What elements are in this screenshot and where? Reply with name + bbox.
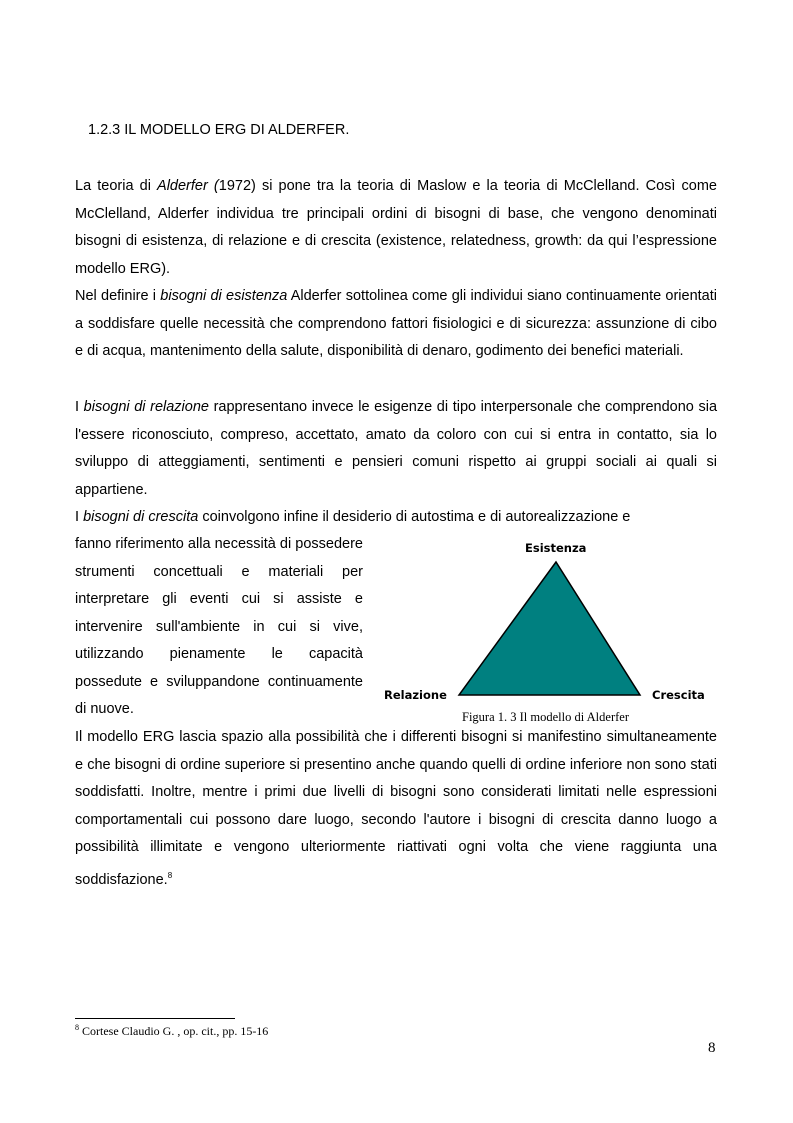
figure-caption: Figura 1. 3 Il modello di Alderfer — [462, 710, 629, 724]
p3-text-a: I — [75, 399, 84, 415]
label-esistenza: Esistenza — [525, 541, 587, 555]
paragraph-erg-model — [75, 724, 717, 894]
page-number: 8 — [708, 1040, 716, 1056]
p2-text-b: Alderfer sottolinea come gli individui siano continuamente orientati a soddisfare quelle necessità che comprendono fattori fisiologici e di sicurezza: assunzione di cibo e di acqua, mantenimento della salute, disponibilità di denaro, godimento dei benefici materiali. — [75, 288, 717, 359]
paragraph-growth-first-line — [75, 504, 717, 532]
footnote — [75, 1023, 268, 1039]
p2-emphasis: bisogni di esistenza — [160, 288, 288, 304]
footnote-reference: 8 — [167, 870, 173, 880]
paragraph-intro — [75, 173, 717, 283]
p1-text-b: 1972) si pone tra la teoria di Maslow e la teoria di McClelland. Così come McClelland, Alderfer individua tre principali ordini di bisogni di base, che vengono denominati bisogni di esistenza, di relazione e di crescita (existence, relatedness, growth: da qui l’espressione modello ERG). — [75, 178, 717, 277]
footnote-text: Cortese Claudio G. , op. cit., pp. 15-16 — [79, 1024, 269, 1038]
p1-text-a: La teoria di — [75, 178, 158, 194]
p4-emphasis: bisogni di crescita — [83, 509, 199, 525]
p4-text-b: coinvolgono infine il desiderio di autostima e di autorealizzazione e — [198, 509, 631, 525]
footnote-number: 8 — [75, 1023, 79, 1032]
p4-text-a: I — [75, 509, 84, 525]
label-crescita: Crescita — [652, 688, 705, 702]
section-heading: 1.2.3 IL MODELLO ERG DI ALDERFER. — [88, 122, 350, 138]
p2-text-a: Nel definire i — [75, 288, 161, 304]
p3-text-b: rappresentano invece le esigenze di tipo interpersonale che comprendono sia l'essere riconosciuto, compreso, accettato, amato da coloro con cui si entra in contatto, sia lo sviluppo di atteggiamenti, sentimenti e pensieri comuni rispetto ai gruppi sociali ai quali si appartiene. — [75, 399, 718, 498]
footnote-divider — [75, 1018, 235, 1019]
p5-text: Il modello ERG lascia spazio alla possibilità che i differenti bisogni si manifestino simultaneamente e che bisogni di ordine superiore si presentino anche quando quelli di ordine inferiore non sono stati soddisfatti. Inoltre, mentre i primi due livelli di bisogni sono considerati limitati nelle espressioni comportamentali cui possono dare luogo, secondo l'autore i bisogni di crescita danno luogo a possibilità illimitate e vengono ulteriormente riattivati ogni volta che viene raggiunta una soddisfazione. — [75, 729, 717, 888]
paragraph-relatedness — [75, 394, 717, 504]
p3-emphasis: bisogni di relazione — [83, 399, 209, 415]
erg-triangle-figure — [380, 538, 710, 728]
erg-triangle — [459, 562, 640, 695]
p1-emphasis: Alderfer ( — [157, 178, 219, 194]
label-relazione: Relazione — [384, 688, 447, 702]
paragraph-existence — [75, 283, 717, 366]
paragraph-growth-wrapped: fanno riferimento alla necessità di possedere strumenti concettuali e materiali per interpretare gli eventi cui si assiste e intervenire sull'ambiente in cui si vive, utilizzando pienamente le capacità possedute e sviluppandone continuamente di nuove. — [75, 536, 363, 717]
